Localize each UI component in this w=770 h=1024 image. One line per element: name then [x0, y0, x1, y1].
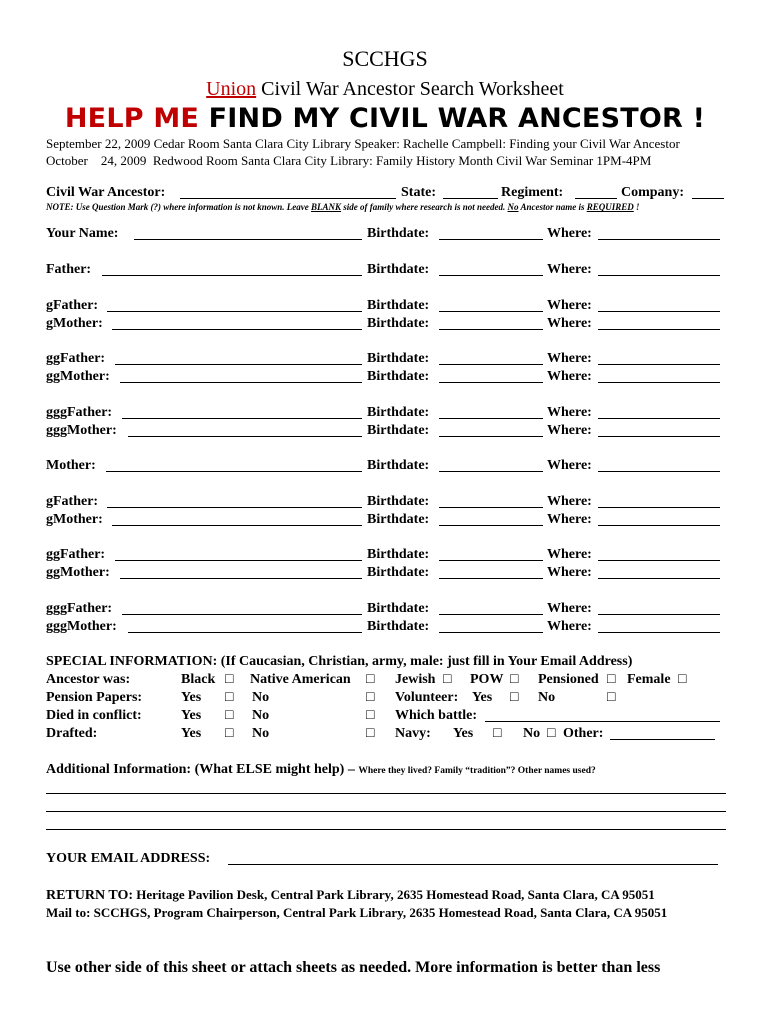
black-checkbox[interactable]: □ [225, 672, 234, 687]
where-label: Where: [547, 601, 592, 616]
birthdate-label: Birthdate: [367, 423, 430, 438]
relation-label: gMother: [46, 512, 103, 527]
name-field[interactable] [128, 618, 362, 633]
birthdate-label: Birthdate: [367, 262, 430, 277]
died-no-label: No [252, 708, 270, 723]
birthdate-field[interactable] [439, 261, 543, 276]
note-part: NOTE: Use Question Mark (?) where information is not known. Leave [46, 202, 312, 212]
where-field[interactable] [598, 261, 720, 276]
event-line-2: October 24, 2009 Redwood Room Santa Clara City Library: Family History Month Civil War Seminar 1PM-4PM [46, 153, 652, 168]
where-label: Where: [547, 458, 592, 473]
worksheet-subtitle [0, 77, 770, 101]
birthdate-label: Birthdate: [367, 298, 430, 313]
note-blank: BLANK [311, 202, 342, 212]
name-field[interactable] [120, 564, 362, 579]
relation-label: gggFather: [46, 405, 113, 420]
regiment-field[interactable] [575, 184, 617, 199]
note-part: side of family where research is not needed. [341, 202, 508, 212]
where-label: Where: [547, 494, 592, 509]
other-label: Other: [563, 726, 604, 741]
name-field[interactable] [107, 297, 362, 312]
subtitle-text: Civil War Ancestor Search Worksheet [256, 78, 564, 100]
where-field[interactable] [598, 457, 720, 472]
where-field[interactable] [598, 422, 720, 437]
jewish-label: Jewish [395, 672, 436, 687]
pension-yes-label: Yes [181, 690, 202, 705]
died-yes-checkbox[interactable]: □ [225, 708, 234, 723]
birthdate-field[interactable] [439, 315, 543, 330]
where-label: Where: [547, 262, 592, 277]
where-label: Where: [547, 316, 592, 331]
where-label: Where: [547, 512, 592, 527]
special-heading: SPECIAL INFORMATION: (If Caucasian, Christian, army, male: just fill in Your Email Address) [46, 654, 633, 669]
regiment-label: Regiment: [501, 185, 564, 200]
additional-line-2[interactable] [46, 811, 726, 812]
where-label: Where: [547, 547, 592, 562]
additional-label-text: Additional Information: (What ELSE might help) – [46, 762, 359, 777]
headline-rest: FIND MY CIVIL WAR ANCESTOR ! [199, 103, 706, 134]
female-label: Female [627, 672, 671, 687]
ancestor-label: Civil War Ancestor: [46, 185, 166, 200]
birthdate-field[interactable] [439, 618, 543, 633]
birthdate-label: Birthdate: [367, 369, 430, 384]
birthdate-label: Birthdate: [367, 547, 430, 562]
birthdate-label: Birthdate: [367, 351, 430, 366]
ancestor-was-label: Ancestor was: [46, 672, 131, 687]
volunteer-label: Volunteer: [395, 690, 459, 705]
note-text [46, 201, 640, 213]
pensioned-checkbox[interactable]: □ [607, 672, 616, 687]
died-in-conflict-label: Died in conflict: [46, 708, 142, 723]
where-field[interactable] [598, 493, 720, 508]
birthdate-field[interactable] [439, 404, 543, 419]
pow-label: POW [470, 672, 504, 687]
name-field[interactable] [122, 600, 362, 615]
drafted-label: Drafted: [46, 726, 98, 741]
where-label: Where: [547, 565, 592, 580]
union-label: Union [206, 78, 257, 100]
where-field[interactable] [598, 404, 720, 419]
relation-label: Your Name: [46, 226, 119, 241]
drafted-yes-checkbox[interactable]: □ [225, 726, 234, 741]
drafted-yes-label: Yes [181, 726, 202, 741]
relation-label: gggFather: [46, 601, 113, 616]
state-field[interactable] [443, 184, 498, 199]
name-field[interactable] [122, 404, 362, 419]
return-address: Heritage Pavilion Desk, Central Park Library, 2635 Homestead Road, Santa Clara, CA 95051 [133, 887, 655, 902]
ancestor-field[interactable] [180, 184, 396, 199]
where-label: Where: [547, 369, 592, 384]
additional-line-1[interactable] [46, 793, 726, 794]
note-required: REQUIRED [586, 202, 634, 212]
name-field[interactable] [107, 493, 362, 508]
additional-info-label [46, 761, 596, 780]
other-field[interactable] [610, 725, 715, 740]
birthdate-field[interactable] [439, 225, 543, 240]
birthdate-label: Birthdate: [367, 405, 430, 420]
email-label: YOUR EMAIL ADDRESS: [46, 851, 211, 866]
headline [0, 103, 770, 135]
birthdate-label: Birthdate: [367, 601, 430, 616]
birthdate-label: Birthdate: [367, 619, 430, 634]
pension-no-label: No [252, 690, 270, 705]
where-field[interactable] [598, 618, 720, 633]
volunteer-yes-checkbox[interactable]: □ [510, 690, 519, 705]
black-label: Black [181, 672, 216, 687]
company-field[interactable] [692, 184, 724, 199]
navy-yes-checkbox[interactable]: □ [493, 726, 502, 741]
birthdate-label: Birthdate: [367, 494, 430, 509]
relation-label: gggMother: [46, 423, 117, 438]
volunteer-yes-label: Yes [472, 690, 493, 705]
navy-no-label: No [523, 726, 541, 741]
additional-line-3[interactable] [46, 829, 726, 830]
volunteer-no-checkbox[interactable]: □ [607, 690, 616, 705]
native-american-checkbox[interactable]: □ [366, 672, 375, 687]
where-field[interactable] [598, 511, 720, 526]
where-label: Where: [547, 226, 592, 241]
native-american-label: Native American [250, 672, 351, 687]
volunteer-no-label: No [538, 690, 556, 705]
note-part: ! [633, 202, 640, 212]
footer-note: Use other side of this sheet or attach sheets as needed. More information is better than less [46, 959, 661, 976]
where-field[interactable] [598, 350, 720, 365]
where-label: Where: [547, 405, 592, 420]
return-to [46, 886, 655, 905]
name-field[interactable] [115, 350, 362, 365]
drafted-no-label: No [252, 726, 270, 741]
birthdate-label: Birthdate: [367, 316, 430, 331]
birthdate-field[interactable] [439, 422, 543, 437]
state-label: State: [401, 185, 436, 200]
birthdate-field[interactable] [439, 600, 543, 615]
birthdate-field[interactable] [439, 493, 543, 508]
mail-to: Mail to: SCCHGS, Program Chairperson, Central Park Library, 2635 Homestead Road, Santa Clara, CA 95051 [46, 905, 668, 920]
company-label: Company: [621, 185, 685, 200]
relation-label: ggMother: [46, 565, 110, 580]
where-field[interactable] [598, 600, 720, 615]
where-field[interactable] [598, 225, 720, 240]
where-field[interactable] [598, 546, 720, 561]
which-battle-label: Which battle: [395, 708, 478, 723]
pension-no-checkbox[interactable]: □ [366, 690, 375, 705]
navy-no-checkbox[interactable]: □ [547, 726, 556, 741]
birthdate-field[interactable] [439, 457, 543, 472]
birthdate-field[interactable] [439, 350, 543, 365]
birthdate-label: Birthdate: [367, 565, 430, 580]
headline-help-me: HELP ME [64, 103, 200, 134]
where-label: Where: [547, 423, 592, 438]
pow-checkbox[interactable]: □ [510, 672, 519, 687]
relation-label: ggMother: [46, 369, 110, 384]
return-label: RETURN TO: [46, 888, 134, 903]
birthdate-field[interactable] [439, 564, 543, 579]
drafted-no-checkbox[interactable]: □ [366, 726, 375, 741]
pension-papers-label: Pension Papers: [46, 690, 143, 705]
name-field[interactable] [120, 368, 362, 383]
birthdate-field[interactable] [439, 511, 543, 526]
where-field[interactable] [598, 297, 720, 312]
relation-label: ggFather: [46, 547, 106, 562]
birthdate-label: Birthdate: [367, 512, 430, 527]
birthdate-field[interactable] [439, 297, 543, 312]
relation-label: Mother: [46, 458, 96, 473]
name-field[interactable] [134, 225, 362, 240]
where-field[interactable] [598, 564, 720, 579]
relation-label: gggMother: [46, 619, 117, 634]
name-field[interactable] [128, 422, 362, 437]
female-checkbox[interactable]: □ [678, 672, 687, 687]
pensioned-label: Pensioned [538, 672, 599, 687]
birthdate-label: Birthdate: [367, 226, 430, 241]
died-yes-label: Yes [181, 708, 202, 723]
name-field[interactable] [102, 261, 362, 276]
relation-label: gFather: [46, 494, 99, 509]
which-battle-field[interactable] [485, 707, 720, 722]
birthdate-field[interactable] [439, 546, 543, 561]
where-label: Where: [547, 619, 592, 634]
note-part: Ancestor name is [518, 202, 587, 212]
where-field[interactable] [598, 368, 720, 383]
relation-label: gFather: [46, 298, 99, 313]
where-field[interactable] [598, 315, 720, 330]
additional-hint: Where they lived? Family “tradition”? Other names used? [358, 766, 596, 776]
where-label: Where: [547, 351, 592, 366]
birthdate-label: Birthdate: [367, 458, 430, 473]
relation-label: Father: [46, 262, 92, 277]
org-title: SCCHGS [342, 46, 428, 71]
died-no-checkbox[interactable]: □ [366, 708, 375, 723]
navy-label: Navy: [395, 726, 431, 741]
navy-yes-label: Yes [453, 726, 474, 741]
name-field[interactable] [112, 511, 362, 526]
where-label: Where: [547, 298, 592, 313]
note-no: No [507, 202, 519, 212]
pension-yes-checkbox[interactable]: □ [225, 690, 234, 705]
jewish-checkbox[interactable]: □ [443, 672, 452, 687]
relation-label: gMother: [46, 316, 103, 331]
event-line-1: September 22, 2009 Cedar Room Santa Clara City Library Speaker: Rachelle Campbell: Finding your Civil War Ancestor [46, 136, 680, 151]
name-field[interactable] [112, 315, 362, 330]
relation-label: ggFather: [46, 351, 106, 366]
birthdate-field[interactable] [439, 368, 543, 383]
email-field[interactable] [228, 850, 718, 865]
name-field[interactable] [115, 546, 362, 561]
name-field[interactable] [106, 457, 362, 472]
